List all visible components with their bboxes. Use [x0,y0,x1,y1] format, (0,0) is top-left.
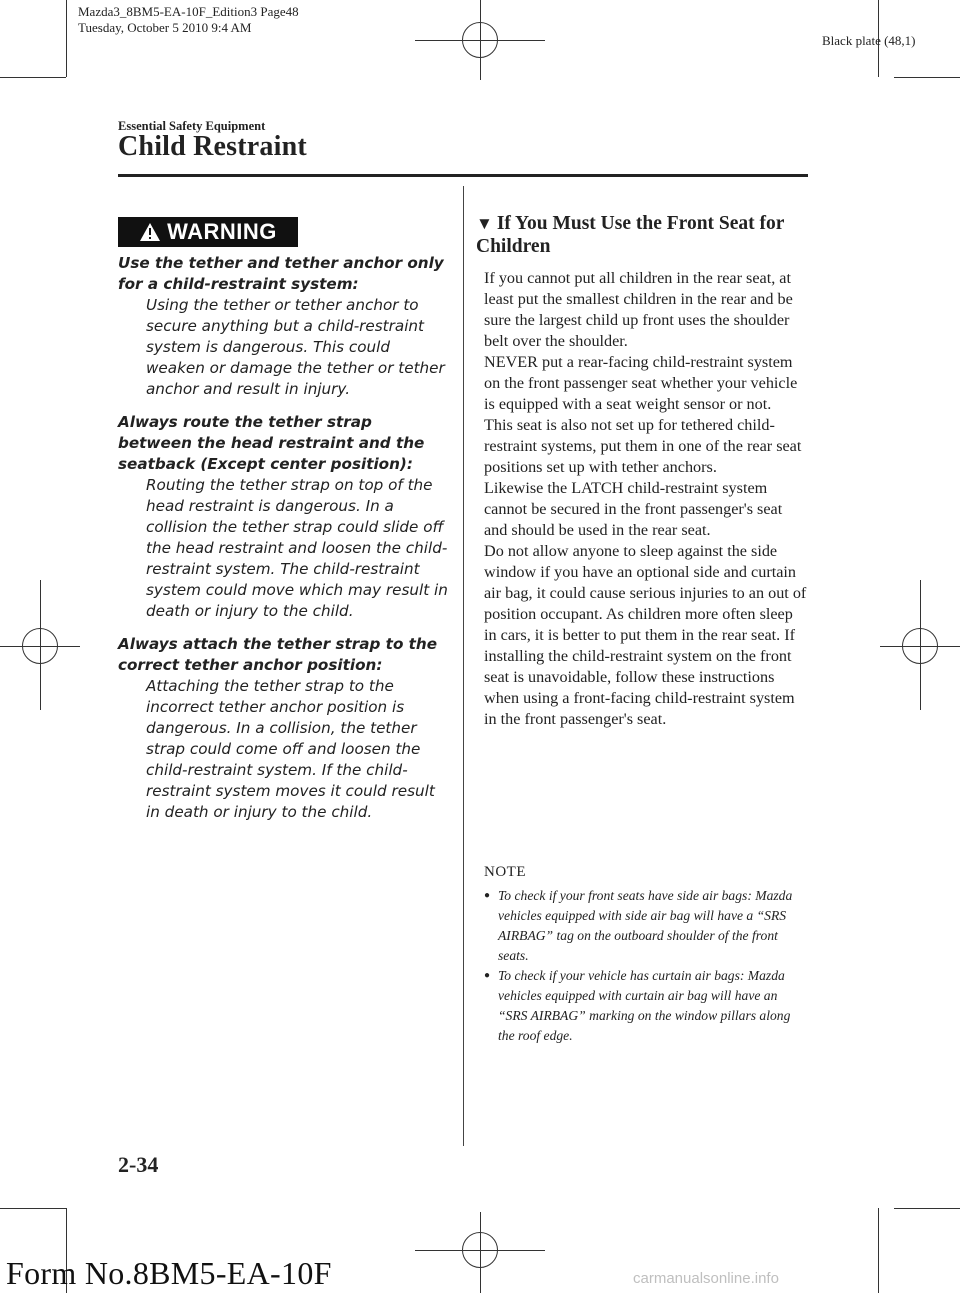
warning-heading: Use the tether and tether anchor only for a child-restraint system: [118,254,444,293]
page-title: Child Restraint [118,131,307,162]
note-text: To check if your front seats have side air bags: Mazda vehicles equipped with side air bag will have a “SRS AIRBAG” tag on the outboard shoulder of the front seats. [498,888,793,963]
warning-heading: Always route the tether strap between the head restraint and the seatback (Except center position): [118,413,425,473]
exclamation-triangle-icon [139,222,161,242]
page-number: 2-34 [118,1152,159,1177]
crop-mark [878,1208,879,1293]
triangle-marker-icon: ▼ [476,214,493,233]
warning-label: WARNING [167,219,277,244]
title-rule [118,174,808,177]
warning-block [118,253,448,400]
form-number: Form No.8BM5-EA-10F [6,1255,332,1291]
paragraph: Do not allow anyone to sleep against the side window if you have an optional side and curtain air bag, it could cause serious injuries to an out of position occupant. As children more often sleep in cars, it is better to put them in the rear seat. If installing the child-restraint system on the front seat is unavoidable, follow these instructions when using a front-facing child-restraint system in the front passenger's seat. [484,542,807,728]
warning-content [118,253,448,835]
plate-label: Black plate (48,1) [822,33,916,48]
section-heading [476,212,806,258]
warning-block [118,634,448,823]
watermark: carmanualsonline.info [633,1270,779,1287]
column-divider [463,186,464,1146]
body-text [484,268,809,730]
warning-body: Routing the tether strap on top of the head restraint is dangerous. In a collision the tether strap could slide off the head restraint and loosen the child-restraint system. The child-restraint system could move which may result in death or injury to the child. [146,476,448,620]
file-line: Mazda3_8BM5-EA-10F_Edition3 Page48 [78,4,299,19]
notes-list [484,886,809,1046]
note-item [484,886,809,966]
print-header [78,4,299,36]
crop-mark [894,77,960,78]
bullet-icon: ● [484,890,491,901]
paragraph: If you cannot put all children in the rear seat, at least put the smallest children in the rear and be sure the largest child up front uses the shoulder belt over the shoulder. [484,269,793,350]
paragraph: Likewise the LATCH child-restraint system cannot be secured in the front passenger's seat and should be used in the rear seat. [484,479,783,539]
note-item [484,966,809,1046]
crop-mark [894,1208,960,1209]
crop-mark [66,0,67,77]
note-label: NOTE [484,864,526,880]
warning-heading: Always attach the tether strap to the correct tether anchor position: [118,635,438,674]
date-line: Tuesday, October 5 2010 9:4 AM [78,20,252,35]
warning-block [118,412,448,622]
bullet-icon: ● [484,970,491,981]
section-heading-text: If You Must Use the Front Seat for Children [476,213,785,257]
crop-mark [0,1208,66,1209]
warning-body: Attaching the tether strap to the incorrect tether anchor position is dangerous. In a collision, the tether strap could come off and loosen the child-restraint system. If the child-restraint system moves it could result in death or injury to the child. [146,677,435,821]
warning-body: Using the tether or tether anchor to secure anything but a child-restraint system is dangerous. This could weaken or damage the tether or tether anchor and result in injury. [146,296,445,398]
paragraph: NEVER put a rear-facing child-restraint system on the front passenger seat whether your vehicle is equipped with a seat weight sensor or not. [484,353,798,413]
section-label: Essential Safety Equipment [118,119,266,133]
paragraph: This seat is also not set up for tethered child-restraint systems, put them in one of the rear seat positions set up with tether anchors. [484,416,802,476]
crop-mark [0,77,66,78]
warning-banner [118,217,298,247]
note-text: To check if your vehicle has curtain air bags: Mazda vehicles equipped with curtain air bag will have an “SRS AIRBAG” marking on the window pillars along the roof edge. [498,968,791,1043]
